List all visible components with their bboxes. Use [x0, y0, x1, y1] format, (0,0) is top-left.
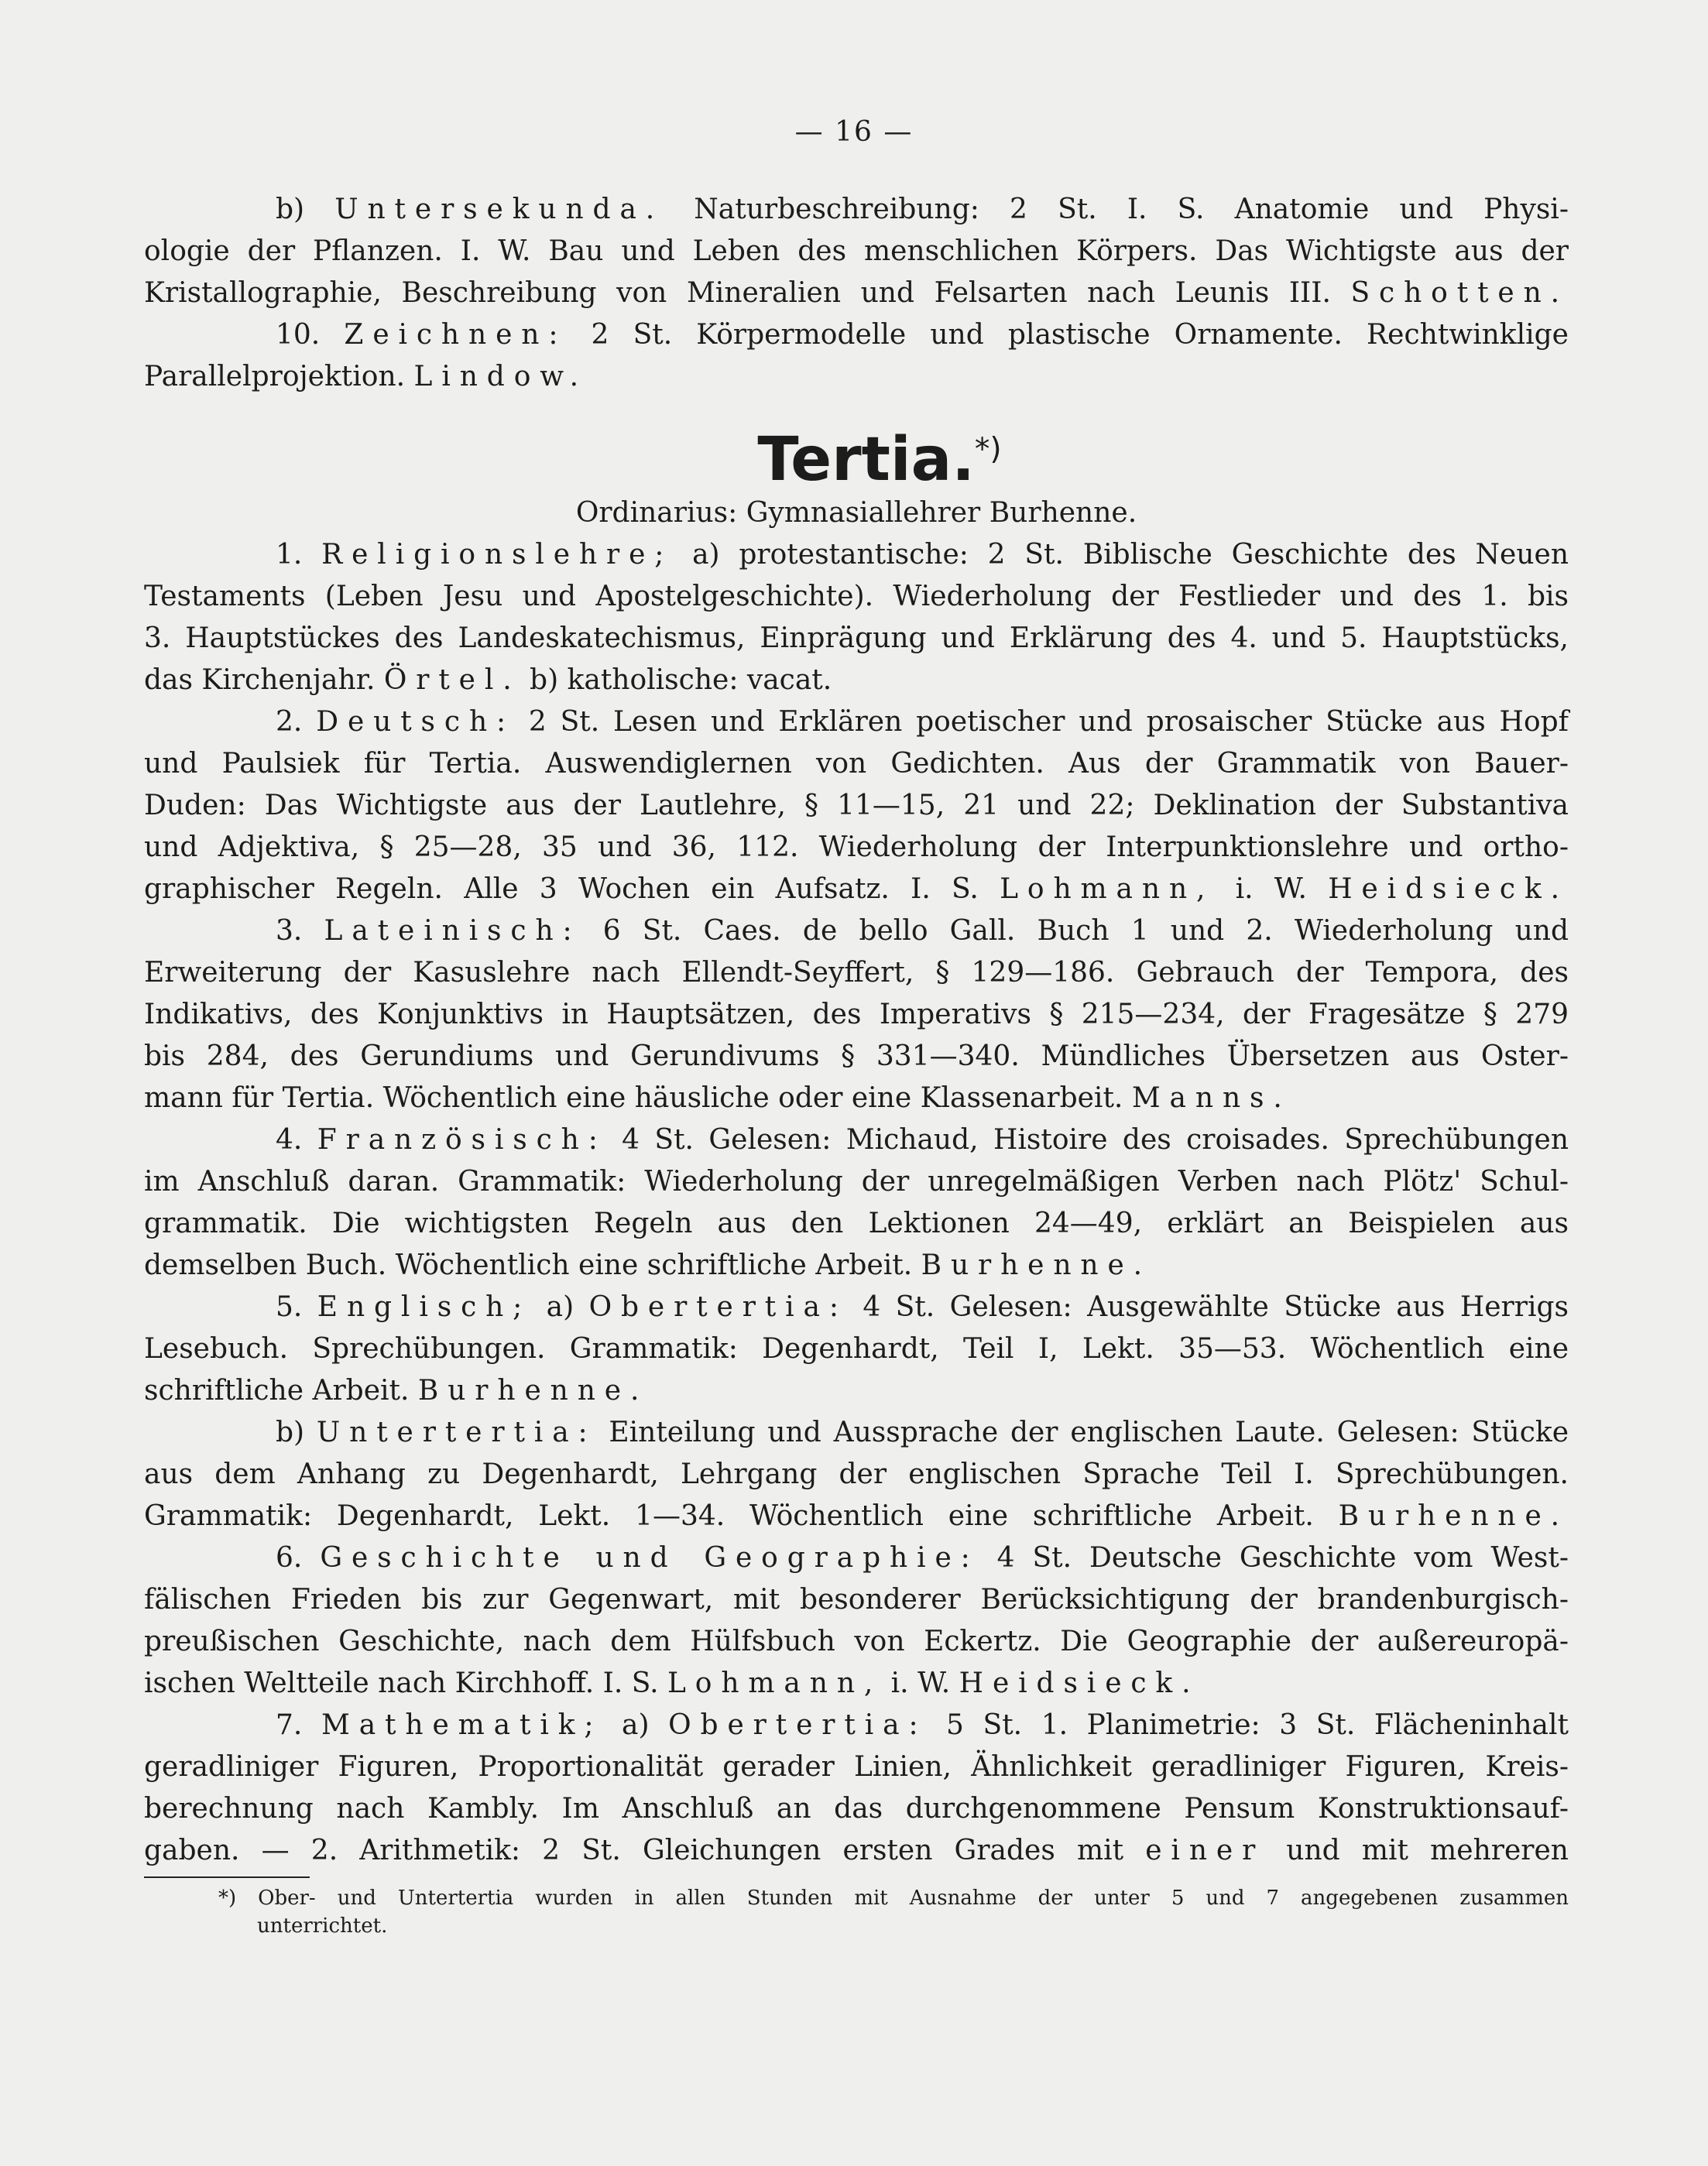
text-run: mann für Tertia. Wöchentlich eine häusliche oder eine Klassenarbeit.	[144, 1082, 1132, 1114]
text-run: 4 St. Gelesen: Michaud, Histoire des croisades. Sprechübungen	[606, 1124, 1569, 1156]
text-run: 6.	[276, 1542, 321, 1574]
spaced-term: Deutsch:	[316, 706, 516, 738]
text-run: Kristallographie, Beschreibung von Mineralien und Felsarten nach Leunis III.	[144, 277, 1351, 309]
text-run: Duden: Das Wichtigste aus der Lautlehre, § 11—15, 21 und 22; Deklination der Substantiva	[144, 790, 1569, 821]
text-line	[144, 189, 1569, 231]
spaced-term: Mathematik;	[321, 1709, 603, 1741]
text-line	[144, 314, 1569, 356]
spaced-term: Burhenne.	[1338, 1500, 1569, 1532]
text-run: das Kirchenjahr.	[144, 664, 384, 696]
text-run: 2 St. Lesen und Erklären poetischer und prosaischer Stücke aus Hopf	[515, 706, 1569, 738]
spaced-term: Manns.	[1131, 1082, 1291, 1114]
text-line	[144, 994, 1569, 1036]
text-line	[144, 1119, 1569, 1161]
spaced-term: Schotten.	[1350, 277, 1569, 309]
text-line	[144, 1370, 1569, 1412]
text-run: preußischen Geschichte, nach dem Hülfsbuch von Eckertz. Die Geographie der außereuropä-	[144, 1626, 1569, 1657]
spaced-term: Geschichte und Geographie:	[320, 1542, 979, 1574]
text-line	[144, 1705, 1569, 1746]
spaced-term: Lateinisch:	[324, 915, 581, 947]
text-line	[144, 1746, 1569, 1788]
text-run: 6 St. Caes. de bello Gall. Buch 1 und 2. Wiederholung und	[581, 915, 1569, 947]
spaced-term: Untersekunda.	[334, 194, 664, 225]
text-run: ologie der Pflanzen. I. W. Bau und Leben des menschlichen Körpers. Das Wichtigste aus der	[144, 235, 1569, 267]
tertia-section	[144, 407, 1569, 1872]
text-run: geradliniger Figuren, Proportionalität gerader Linien, Ähnlichkeit geradliniger Figuren, Kreis-	[144, 1751, 1569, 1783]
text-line	[144, 272, 1569, 314]
text-line	[144, 1287, 1569, 1328]
text-run: 1.	[276, 539, 322, 571]
text-run: i. W.	[882, 1667, 959, 1699]
text-line	[144, 910, 1569, 952]
text-run: Einteilung und Aussprache der englischen Laute. Gelesen: Stücke	[596, 1417, 1569, 1448]
text-line	[144, 576, 1569, 618]
text-run: und Paulsiek für Tertia. Auswendiglernen von Gedichten. Aus der Grammatik von Bauer-	[144, 748, 1569, 780]
text-run: 2.	[276, 706, 317, 738]
spaced-term: Französisch:	[317, 1124, 607, 1156]
spaced-term: Lindow.	[413, 361, 588, 392]
footnote-line: unterrichtet.	[257, 1914, 388, 1938]
spaced-term: einer	[1145, 1835, 1265, 1866]
text-run: b)	[276, 194, 335, 225]
text-line	[144, 1579, 1569, 1621]
text-line	[144, 1621, 1569, 1663]
ordinarius-line: Ordinarius: Gymnasiallehrer Burhenne.	[575, 497, 1137, 529]
text-run: bis 284, des Gerundiums und Gerundivums § 331—340. Mündliches Übersetzen aus Oster-	[144, 1040, 1569, 1072]
spaced-term: Örtel.	[383, 664, 521, 696]
text-run: Grammatik: Degenhardt, Lekt. 1—34. Wöchentlich eine schriftliche Arbeit.	[144, 1500, 1339, 1532]
text-run: 7.	[276, 1709, 321, 1741]
text-run: graphischer Regeln. Alle 3 Wochen ein Aufsatz. I. S.	[144, 873, 1000, 905]
text-run: 2 St. Körpermodelle und plastische Ornamente. Rechtwinklige	[567, 319, 1569, 351]
spaced-term: Burhenne.	[417, 1375, 649, 1407]
text-line	[144, 1830, 1569, 1872]
text-line	[144, 1788, 1569, 1830]
text-run: aus dem Anhang zu Degenhardt, Lehrgang der englischen Sprache Teil I. Sprechübungen.	[144, 1458, 1569, 1490]
text-line	[144, 1078, 1569, 1119]
text-line	[144, 1161, 1569, 1203]
text-run: ischen Weltteile nach Kirchhoff. I. S.	[144, 1667, 667, 1699]
text-run: Erweiterung der Kasuslehre nach Ellendt-Seyffert, § 129—186. Gebrauch der Tempora, des	[144, 957, 1569, 989]
text-run: Lesebuch. Sprechübungen. Grammatik: Degenhardt, Teil I, Lekt. 35—53. Wöchentlich eine	[144, 1333, 1569, 1365]
text-run: berechnung nach Kambly. Im Anschluß an das durchgenommene Pensum Konstruktionsauf-	[144, 1793, 1569, 1825]
footnote-line: *) Ober- und Untertertia wurden in allen Stunden mit Ausnahme der unter 5 und 7 angegebenen zusammen	[218, 1887, 1569, 1910]
text-line	[144, 1328, 1569, 1370]
text-line	[144, 827, 1569, 869]
text-run: 10.	[276, 319, 345, 351]
spaced-term: Obertertia:	[588, 1291, 848, 1323]
text-line	[144, 1537, 1569, 1579]
spaced-term: Heidsieck.	[959, 1667, 1200, 1699]
text-run: 5.	[276, 1291, 317, 1323]
text-run: b) katholische: vacat.	[520, 664, 832, 696]
spaced-term: Obertertia:	[668, 1709, 928, 1741]
spaced-term: Englisch;	[317, 1291, 532, 1323]
footnote-rule	[144, 1876, 310, 1878]
text-run: im Anschluß daran. Grammatik: Wiederholung der unregelmäßigen Verben nach Plötz' Schul-	[144, 1166, 1569, 1198]
text-run: i. W.	[1214, 873, 1329, 905]
text-line	[144, 534, 1569, 576]
text-line	[144, 1203, 1569, 1245]
spaced-term: Untertertia:	[316, 1417, 597, 1448]
text-run: 4 St. Deutsche Geschichte vom West-	[979, 1542, 1569, 1574]
text-line	[144, 701, 1569, 743]
text-line	[144, 231, 1569, 272]
page-number: — 16 —	[794, 116, 914, 148]
text-line	[144, 785, 1569, 827]
text-run: Indikativs, des Konjunktivs in Hauptsätzen, des Imperativs § 215—234, der Fragesätze § 279	[144, 999, 1569, 1030]
text-line	[144, 869, 1569, 910]
text-run: grammatik. Die wichtigsten Regeln aus den Lektionen 24—49, erklärt an Beispielen aus	[144, 1208, 1569, 1239]
text-run: Testaments (Leben Jesu und Apostelgeschichte). Wiederholung der Festlieder und des 1. bis	[144, 581, 1569, 612]
text-run: 4.	[276, 1124, 317, 1156]
text-line	[144, 1245, 1569, 1287]
text-run: 3. Hauptstückes des Landeskatechismus, Einprägung und Erklärung des 4. und 5. Hauptstücks,	[144, 622, 1569, 654]
text-run: 3.	[276, 915, 324, 947]
text-line	[144, 952, 1569, 994]
text-run: Naturbeschreibung: 2 St. I. S. Anatomie und Physi-	[664, 194, 1569, 225]
spaced-term: Religionslehre;	[321, 539, 674, 571]
spaced-term: Lohmann,	[667, 1667, 883, 1699]
text-line	[144, 356, 1569, 398]
spaced-term: Heidsieck.	[1328, 873, 1569, 905]
text-run: a)	[602, 1709, 669, 1741]
text-run: schriftliche Arbeit.	[144, 1375, 418, 1407]
text-line	[144, 743, 1569, 785]
text-run: 4 St. Gelesen: Ausgewählte Stücke aus Herrigs	[847, 1291, 1569, 1323]
text-line	[144, 1036, 1569, 1078]
text-line	[144, 1496, 1569, 1537]
text-run: a)	[531, 1291, 589, 1323]
curriculum-body	[144, 534, 1569, 1872]
section-heading	[144, 407, 1569, 495]
footnote-marker: *)	[974, 432, 1002, 467]
text-run: a) protestantische: 2 St. Biblische Geschichte des Neuen	[673, 539, 1569, 571]
text-line	[144, 1412, 1569, 1454]
spaced-term: Zeichnen:	[344, 319, 568, 351]
text-run: Parallelprojektion.	[144, 361, 414, 392]
text-line	[144, 1663, 1569, 1705]
text-run: b)	[276, 1417, 317, 1448]
spaced-term: Burhenne.	[921, 1249, 1152, 1281]
text-run: und Adjektiva, § 25—28, 35 und 36, 112. Wiederholung der Interpunktionslehre und ortho-	[144, 831, 1569, 863]
text-line	[144, 618, 1569, 660]
text-run: und mit mehreren	[1264, 1835, 1569, 1866]
footnote	[144, 1884, 1569, 1940]
text-run: demselben Buch. Wöchentlich eine schriftliche Arbeit.	[144, 1249, 921, 1281]
text-run: fälischen Frieden bis zur Gegenwart, mit besonderer Berücksichtigung der brandenburgisch-	[144, 1584, 1569, 1616]
heading-title: Tertia.	[757, 425, 975, 495]
text-line	[144, 1454, 1569, 1496]
text-run: 5 St. 1. Planimetrie: 3 St. Flächeninhalt	[927, 1709, 1569, 1741]
text-run: gaben. — 2. Arithmetik: 2 St. Gleichungen ersten Grades mit	[144, 1835, 1146, 1866]
text-line	[144, 660, 1569, 701]
spaced-term: Lohmann,	[1000, 873, 1215, 905]
intro-section	[144, 189, 1569, 398]
